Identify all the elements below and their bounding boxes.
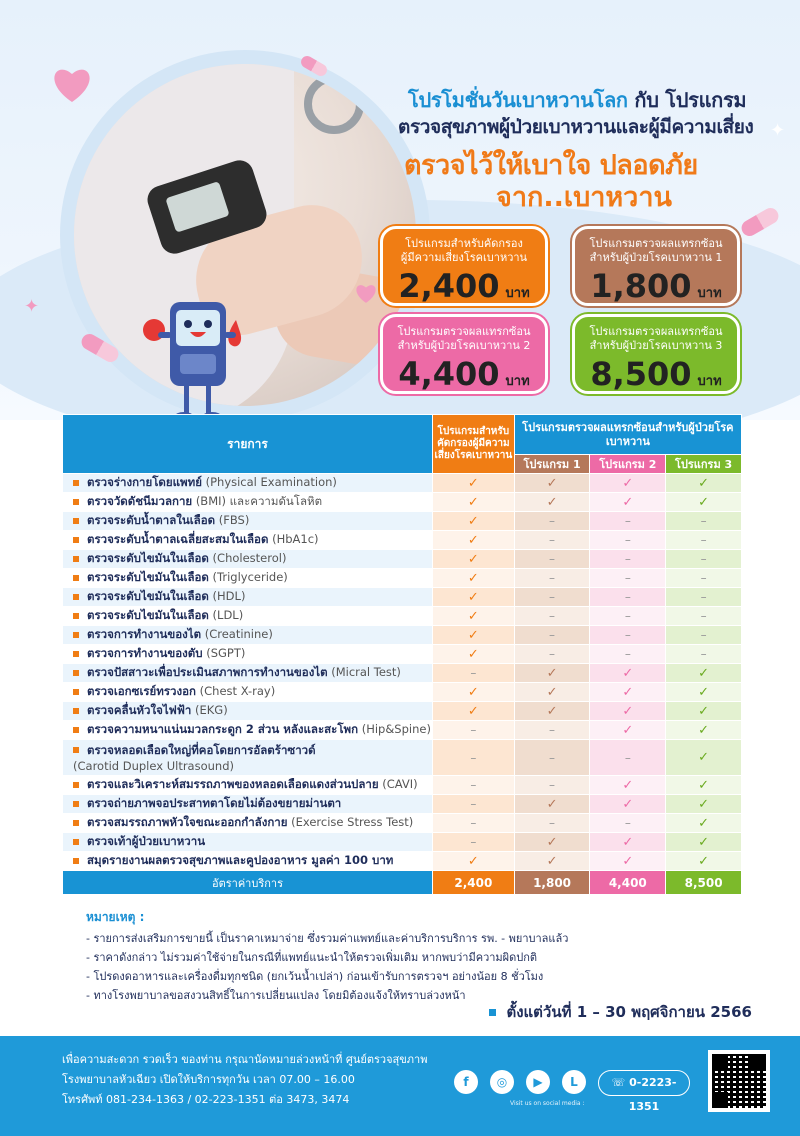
mark-cell <box>432 474 514 493</box>
check-icon: ✓ <box>467 646 479 662</box>
row-item-label: ตรวจการทำงานของตับ (SGPT) <box>63 645 433 664</box>
header-screening-program: โปรแกรมสำหรับคัดกรองผู้มีความเสี่ยงโรคเบาหวาน <box>432 415 514 474</box>
bullet-square-icon <box>73 801 79 807</box>
dash-icon: – <box>470 750 477 765</box>
bullet-square-icon <box>73 858 79 864</box>
check-icon: ✓ <box>622 703 634 719</box>
mark-cell <box>666 664 742 683</box>
table-row <box>63 776 742 795</box>
mark-cell <box>590 645 666 664</box>
mark-cell <box>514 645 590 664</box>
check-icon: ✓ <box>622 494 634 510</box>
row-item-label: ตรวจสมรรถภาพหัวใจขณะออกกำลังกาย (Exercise Stress Test) <box>63 814 433 833</box>
table-row <box>63 795 742 814</box>
social-caption: Visit us on social media : <box>510 1100 585 1107</box>
header-program-2: โปรแกรม 2 <box>590 455 666 474</box>
table-row <box>63 531 742 550</box>
check-icon: ✓ <box>698 722 710 738</box>
check-icon: ✓ <box>622 722 634 738</box>
mark-cell <box>666 776 742 795</box>
dash-icon: – <box>549 778 556 792</box>
bullet-square-icon <box>73 670 79 676</box>
dash-icon: – <box>470 835 477 849</box>
mark-cell <box>514 531 590 550</box>
row-item-label: ตรวจและวิเคราะห์สมรรถภาพของหลอดเลือดแดงส่วนปลาย (CAVI) <box>63 776 433 795</box>
dash-icon: – <box>700 571 707 585</box>
mark-cell <box>590 474 666 493</box>
check-icon: ✓ <box>467 627 479 643</box>
bullet-square-icon <box>73 594 79 600</box>
dash-icon: – <box>549 609 556 623</box>
dash-icon: – <box>624 533 631 547</box>
table-row <box>63 607 742 626</box>
price-program-3: 8,500 <box>666 871 742 895</box>
mark-cell <box>432 588 514 607</box>
note-item: - โปรดงดอาหารและเครื่องดื่มทุกชนิด (ยกเว้นน้ำเปล่า) ก่อนเข้ารับการตรวจฯ อย่างน้อย 8 ชั่วโมง <box>86 970 544 983</box>
table-row <box>63 588 742 607</box>
table-row <box>63 569 742 588</box>
header-program-3: โปรแกรม 3 <box>666 455 742 474</box>
mark-cell <box>514 569 590 588</box>
price-card-program-3: โปรแกรมตรวจผลแทรกซ้อน สำหรับผู้ป่วยโรคเบาหวาน 3 8,500 บาท <box>572 314 740 394</box>
mark-cell <box>590 814 666 833</box>
header-program-1: โปรแกรม 1 <box>514 455 590 474</box>
check-icon: ✓ <box>467 494 479 510</box>
mark-cell <box>514 740 590 776</box>
mark-cell <box>514 664 590 683</box>
mark-cell <box>432 626 514 645</box>
mark-cell <box>666 607 742 626</box>
social-links <box>454 1070 586 1094</box>
sparkle-icon: ✦ <box>770 120 786 141</box>
row-item-label: ตรวจระดับไขมันในเลือด (LDL) <box>63 607 433 626</box>
mark-cell <box>514 702 590 721</box>
mark-cell <box>514 626 590 645</box>
row-item-label: ตรวจการทำงานของไต (Creatinine) <box>63 626 433 645</box>
bullet-square-icon <box>73 499 79 505</box>
table-row <box>63 493 742 512</box>
mark-cell <box>666 512 742 531</box>
dash-icon: – <box>470 666 477 680</box>
dash-icon: – <box>624 816 631 830</box>
dash-icon: – <box>549 647 556 661</box>
table-row <box>63 512 742 531</box>
price-card-screening: โปรแกรมสำหรับคัดกรอง ผู้มีความเสี่ยงโรคเบาหวาน 2,400 บาท <box>380 226 548 306</box>
row-item-label: สมุดรายงานผลตรวจสุขภาพและคูปองอาหาร มูลค่า 100 บาท <box>63 852 433 871</box>
mark-cell <box>666 474 742 493</box>
table-row <box>63 721 742 740</box>
mark-cell <box>666 852 742 871</box>
mark-cell <box>432 512 514 531</box>
instagram-icon[interactable]: ◎ <box>490 1070 514 1094</box>
bullet-square-icon <box>73 537 79 543</box>
dash-icon: – <box>624 609 631 623</box>
table-row <box>63 814 742 833</box>
dash-icon: – <box>700 514 707 528</box>
note-item: - รายการส่งเสริมการขายนี้ เป็นราคาเหมาจ่าย ซึ่งรวมค่าแพทย์และค่าบริการบริการ รพ. - พยาบาลแล้ว <box>86 932 569 945</box>
mark-cell <box>432 702 514 721</box>
bullet-square-icon <box>73 689 79 695</box>
dash-icon: – <box>624 552 631 566</box>
row-item-label: ตรวจปัสสาวะเพื่อประเมินสภาพการทำงานของไต (Micral Test) <box>63 664 433 683</box>
mark-cell <box>432 721 514 740</box>
check-icon: ✓ <box>698 684 710 700</box>
mark-cell <box>590 795 666 814</box>
mark-cell <box>514 795 590 814</box>
mark-cell <box>432 740 514 776</box>
mark-cell <box>590 702 666 721</box>
facebook-icon[interactable]: f <box>454 1070 478 1094</box>
bullet-square-icon <box>73 556 79 562</box>
dash-icon: – <box>470 778 477 792</box>
price-row-label: อัตราค่าบริการ <box>63 871 433 895</box>
note-item: - ราคาดังกล่าว ไม่รวมค่าใช้จ่ายในกรณีที่แพทย์แนะนำให้ตรวจเพิ่มเติม หากพบว่ามีความผิดปกติ <box>86 951 538 964</box>
bullet-square-icon <box>73 782 79 788</box>
mark-cell <box>590 588 666 607</box>
youtube-icon[interactable]: ▶ <box>526 1070 550 1094</box>
headline-2: จาก..เบาหวาน <box>496 182 672 213</box>
check-icon: ✓ <box>546 703 558 719</box>
bullet-square-icon <box>73 651 79 657</box>
mark-cell <box>590 833 666 852</box>
dash-icon: – <box>549 628 556 642</box>
check-icon: ✓ <box>467 551 479 567</box>
header-item: รายการ <box>63 415 433 474</box>
mark-cell <box>590 607 666 626</box>
line-icon[interactable]: L <box>562 1070 586 1094</box>
price-card-program-1: โปรแกรมตรวจผลแทรกซ้อน สำหรับผู้ป่วยโรคเบาหวาน 1 1,800 บาท <box>572 226 740 306</box>
row-item-label: ตรวจระดับไขมันในเลือด (Cholesterol) <box>63 550 433 569</box>
glucose-meter-mascot <box>140 292 250 420</box>
mark-cell <box>432 645 514 664</box>
row-item-label: ตรวจเอกซเรย์ทรวงอก (Chest X-ray) <box>63 683 433 702</box>
check-icon: ✓ <box>622 853 634 869</box>
hero-banner <box>0 0 800 420</box>
check-icon: ✓ <box>546 834 558 850</box>
dash-icon: – <box>549 571 556 585</box>
table-row <box>63 702 742 721</box>
check-icon: ✓ <box>467 513 479 529</box>
mark-cell <box>514 550 590 569</box>
notes <box>86 908 766 1005</box>
mark-cell <box>432 531 514 550</box>
check-icon: ✓ <box>698 815 710 831</box>
mark-cell <box>666 531 742 550</box>
dash-icon: – <box>624 571 631 585</box>
bullet-square-icon <box>73 820 79 826</box>
mark-cell <box>590 776 666 795</box>
check-icon: ✓ <box>467 532 479 548</box>
mark-cell <box>666 588 742 607</box>
bullet-square-icon <box>73 747 79 753</box>
table-body <box>63 474 742 871</box>
dash-icon: – <box>470 797 477 811</box>
dash-icon: – <box>700 628 707 642</box>
row-item-label: ตรวจหลอดเลือดใหญ่ที่คอโดยการอัลตร้าซาวด์ (Carotid Duplex Ultrasound) <box>63 740 433 776</box>
check-icon: ✓ <box>546 475 558 491</box>
dash-icon: – <box>549 590 556 604</box>
mark-cell <box>590 512 666 531</box>
dash-icon: – <box>700 533 707 547</box>
mark-cell <box>432 493 514 512</box>
dash-icon: – <box>549 514 556 528</box>
check-icon: ✓ <box>467 703 479 719</box>
table-row <box>63 683 742 702</box>
mark-cell <box>514 833 590 852</box>
phone-button[interactable]: ☏ 0-2223-1351 <box>598 1070 690 1096</box>
check-icon: ✓ <box>698 475 710 491</box>
row-item-label: ตรวจระดับน้ำตาลเฉลี่ยสะสมในเลือด (HbA1c) <box>63 531 433 550</box>
contact-info: เพื่อความสะดวก รวดเร็ว ของท่าน กรุณานัดหมายล่วงหน้าที่ ศูนย์ตรวจสุขภาพ โรงพยาบาลหัวเฉียว เปิดให้บริการทุกวัน เวลา 07.00 – 16.00 โทรศัพท์ 081-234-1363 / 02-223-1351 ต่อ 3473, 3474 <box>62 1053 428 1106</box>
check-icon: ✓ <box>546 494 558 510</box>
row-item-label: ตรวจระดับไขมันในเลือด (HDL) <box>63 588 433 607</box>
mark-cell <box>590 531 666 550</box>
check-icon: ✓ <box>698 703 710 719</box>
dash-icon: – <box>470 723 477 737</box>
check-icon: ✓ <box>467 475 479 491</box>
mark-cell <box>666 683 742 702</box>
check-icon: ✓ <box>467 608 479 624</box>
table-row <box>63 833 742 852</box>
table-row <box>63 664 742 683</box>
mark-cell <box>514 721 590 740</box>
mark-cell <box>590 626 666 645</box>
bullet-square-icon <box>73 613 79 619</box>
mark-cell <box>590 664 666 683</box>
mark-cell <box>432 776 514 795</box>
mark-cell <box>432 607 514 626</box>
check-icon: ✓ <box>622 796 634 812</box>
mark-cell <box>432 683 514 702</box>
dash-icon: – <box>549 816 556 830</box>
price-program-1: 1,800 <box>514 871 590 895</box>
table-row <box>63 645 742 664</box>
mark-cell <box>666 740 742 776</box>
sparkle-icon: ✦ <box>24 296 40 317</box>
row-item-label: ตรวจระดับน้ำตาลในเลือด (FBS) <box>63 512 433 531</box>
program-comparison-table <box>62 414 742 895</box>
row-item-label: ตรวจวัดดัชนีมวลกาย (BMI) และความดันโลหิต <box>63 493 433 512</box>
mark-cell <box>666 550 742 569</box>
bullet-square-icon <box>73 480 79 486</box>
dash-icon: – <box>624 590 631 604</box>
table-row <box>63 550 742 569</box>
check-icon: ✓ <box>467 684 479 700</box>
bullet-square-icon <box>489 1009 496 1016</box>
price-row <box>63 871 742 895</box>
heart-icon <box>50 64 94 104</box>
check-icon: ✓ <box>698 750 710 765</box>
mark-cell <box>666 645 742 664</box>
row-item-label: ตรวจความหนาแน่นมวลกระดูก 2 ส่วน หลังและสะโพก (Hip&Spine) <box>63 721 433 740</box>
mark-cell <box>514 814 590 833</box>
header-complication-programs: โปรแกรมตรวจผลแทรกซ้อนสำหรับผู้ป่วยโรคเบาหวาน <box>514 415 741 455</box>
bullet-square-icon <box>73 727 79 733</box>
mark-cell <box>666 493 742 512</box>
footer <box>0 1036 800 1136</box>
mark-cell <box>666 814 742 833</box>
mark-cell <box>590 550 666 569</box>
row-item-label: ตรวจระดับไขมันในเลือด (Triglyceride) <box>63 569 433 588</box>
check-icon: ✓ <box>698 834 710 850</box>
stethoscope-icon <box>304 74 364 134</box>
check-icon: ✓ <box>546 853 558 869</box>
dash-icon: – <box>624 514 631 528</box>
check-icon: ✓ <box>622 834 634 850</box>
dash-icon: – <box>700 552 707 566</box>
check-icon: ✓ <box>622 684 634 700</box>
price-screening: 2,400 <box>432 871 514 895</box>
headline: ตรวจไว้ให้เบาใจ ปลอดภัย <box>404 150 698 181</box>
dash-icon: – <box>549 533 556 547</box>
dash-icon: – <box>700 609 707 623</box>
check-icon: ✓ <box>467 570 479 586</box>
bullet-square-icon <box>73 708 79 714</box>
mark-cell <box>666 702 742 721</box>
mark-cell <box>432 833 514 852</box>
check-icon: ✓ <box>622 777 634 793</box>
mark-cell <box>514 607 590 626</box>
bullet-square-icon <box>73 839 79 845</box>
dash-icon: – <box>549 750 556 765</box>
table-row <box>63 474 742 493</box>
check-icon: ✓ <box>698 853 710 869</box>
dash-icon: – <box>470 816 477 830</box>
mark-cell <box>514 683 590 702</box>
mark-cell <box>432 814 514 833</box>
bullet-square-icon <box>73 575 79 581</box>
mark-cell <box>432 795 514 814</box>
mark-cell <box>666 569 742 588</box>
mark-cell <box>666 833 742 852</box>
mark-cell <box>514 474 590 493</box>
validity-period: ตั้งแต่วันที่ 1 – 30 พฤศจิกายน 2566 <box>489 1000 752 1024</box>
check-icon: ✓ <box>546 684 558 700</box>
dash-icon: – <box>700 590 707 604</box>
check-icon: ✓ <box>467 853 479 869</box>
check-icon: ✓ <box>698 665 710 681</box>
dash-icon: – <box>624 750 631 765</box>
mark-cell <box>590 740 666 776</box>
mark-cell <box>432 852 514 871</box>
table-row <box>63 852 742 871</box>
price-card-program-2: โปรแกรมตรวจผลแทรกซ้อน สำหรับผู้ป่วยโรคเบาหวาน 2 4,400 บาท <box>380 314 548 394</box>
mark-cell <box>590 852 666 871</box>
check-icon: ✓ <box>698 796 710 812</box>
mark-cell <box>590 569 666 588</box>
mark-cell <box>590 721 666 740</box>
mark-cell <box>514 852 590 871</box>
price-program-2: 4,400 <box>590 871 666 895</box>
row-item-label: ตรวจร่างกายโดยแพทย์ (Physical Examination) <box>63 474 433 493</box>
mark-cell <box>590 683 666 702</box>
row-item-label: ตรวจคลื่นหัวใจไฟฟ้า (EKG) <box>63 702 433 721</box>
check-icon: ✓ <box>622 665 634 681</box>
mark-cell <box>666 626 742 645</box>
bullet-square-icon <box>73 518 79 524</box>
dash-icon: – <box>624 628 631 642</box>
check-icon: ✓ <box>698 777 710 793</box>
mark-cell <box>514 776 590 795</box>
notes-title: หมายเหตุ : <box>86 910 145 924</box>
check-icon: ✓ <box>546 665 558 681</box>
dash-icon: – <box>700 647 707 661</box>
mark-cell <box>666 795 742 814</box>
heart-icon <box>354 282 378 304</box>
mark-cell <box>514 588 590 607</box>
promo-subtitle: ตรวจสุขภาพผู้ป่วยเบาหวานและผู้มีความเสี่ยง <box>398 116 754 138</box>
qr-code-icon <box>708 1050 770 1112</box>
dash-icon: – <box>624 647 631 661</box>
mark-cell <box>590 493 666 512</box>
table-row <box>63 626 742 645</box>
check-icon: ✓ <box>467 589 479 605</box>
mark-cell <box>432 664 514 683</box>
mark-cell <box>514 493 590 512</box>
mark-cell <box>514 512 590 531</box>
mark-cell <box>432 550 514 569</box>
row-item-label: ตรวจถ่ายภาพจอประสาทตาโดยไม่ต้องขยายม่านตา <box>63 795 433 814</box>
check-icon: ✓ <box>698 494 710 510</box>
note-item: - ทางโรงพยาบาลขอสงวนสิทธิ์ในการเปลี่ยนแปลง โดยมิต้องแจ้งให้ทราบล่วงหน้า <box>86 989 466 1002</box>
row-item-label: ตรวจเท้าผู้ป่วยเบาหวาน <box>63 833 433 852</box>
table-row <box>63 740 742 776</box>
promo-title: โปรโมชั่นวันเบาหวานโลก กับ โปรแกรม <box>408 88 747 112</box>
mark-cell <box>666 721 742 740</box>
dash-icon: – <box>549 552 556 566</box>
bullet-square-icon <box>73 632 79 638</box>
mark-cell <box>432 569 514 588</box>
check-icon: ✓ <box>546 796 558 812</box>
check-icon: ✓ <box>622 475 634 491</box>
dash-icon: – <box>549 723 556 737</box>
